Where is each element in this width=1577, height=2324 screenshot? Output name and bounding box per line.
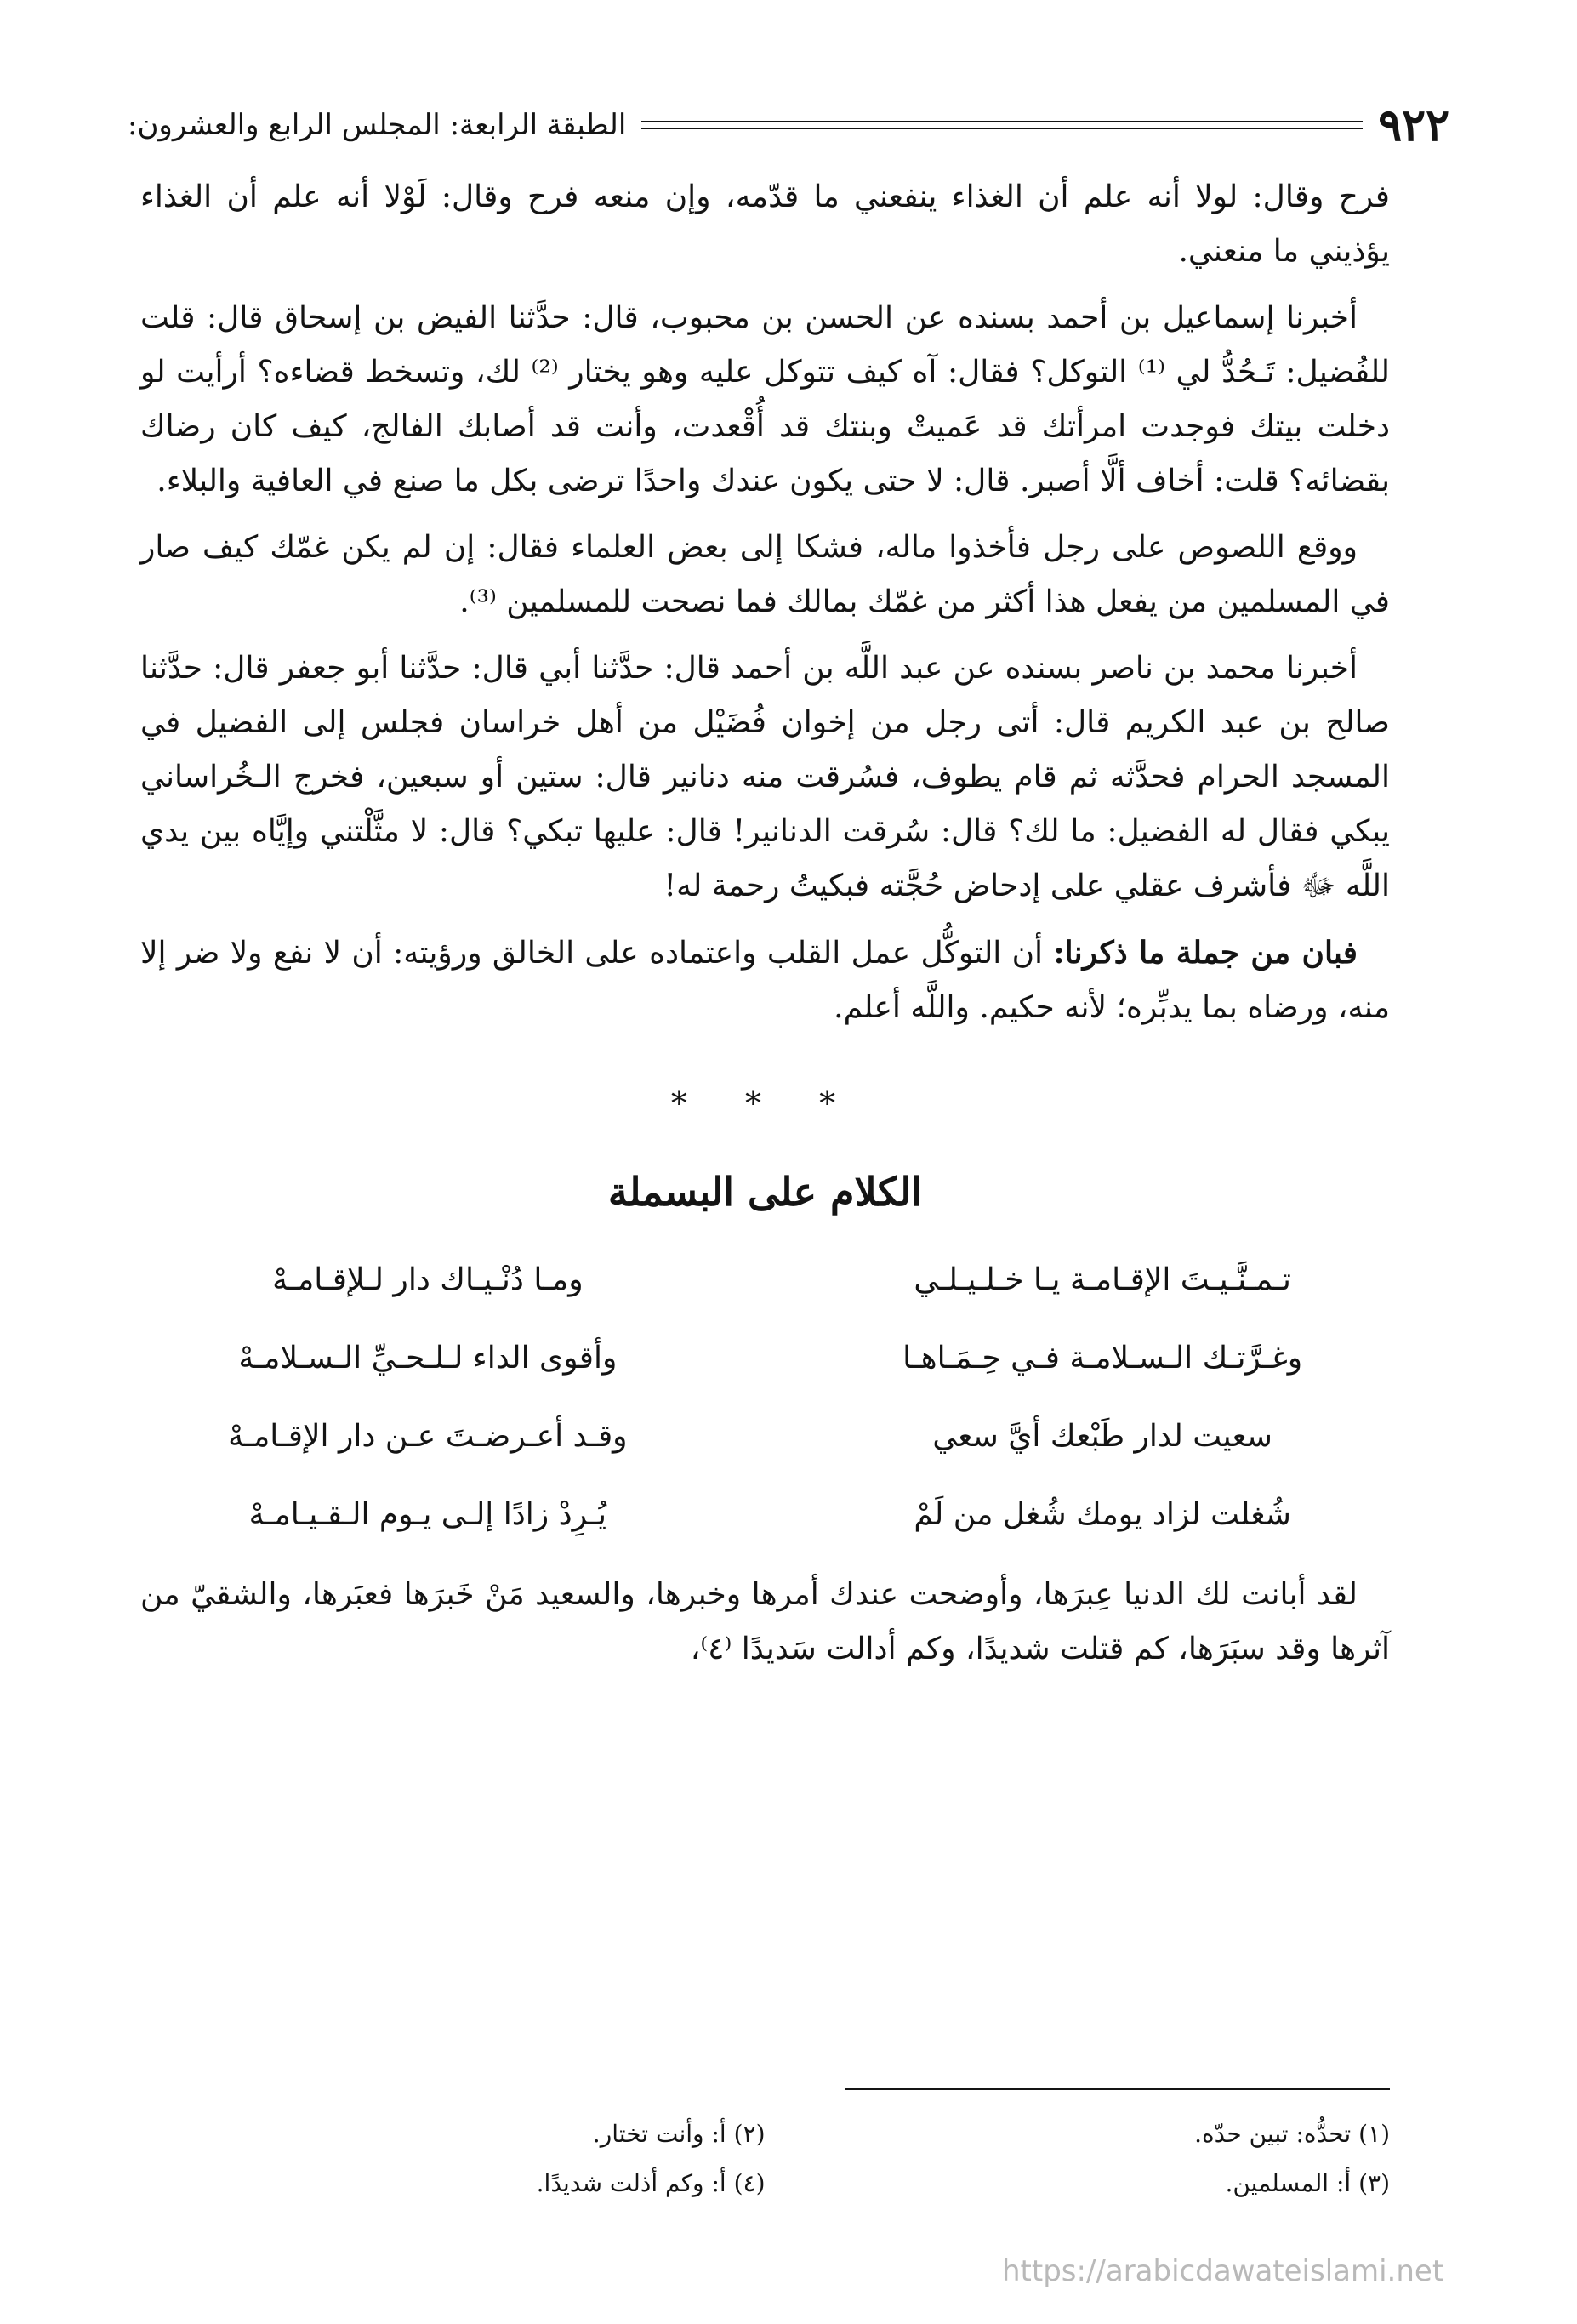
poem-verse xyxy=(140,1476,1390,1554)
conclusion-lead: فبان من جملة ما ذكرنا: xyxy=(1053,935,1358,971)
footnote-number: (٣) xyxy=(1358,2169,1390,2197)
verse-first-hemistich: سعيت لدار طَبْعك أيَّ سعي xyxy=(932,1419,1272,1454)
footnote-text: أ: المسلمين. xyxy=(1225,2169,1352,2197)
verse-second-hemistich: وقـد أعـرضـتَ عـن دار الإقـامـهْ xyxy=(228,1419,628,1454)
poem-verse xyxy=(140,1241,1390,1319)
footnotes xyxy=(140,2110,1390,2208)
footnote-number: (٢) xyxy=(733,2120,766,2148)
paragraph: فرح وقال: لولا أنه علم أن الغذاء ينفعني ما قدّمه، وإن منعه فرح وقال: لَوْلا أنه علم أن الغذاء يؤذيني ما منعني. xyxy=(140,179,1390,269)
section-title: الكلام على البسملة xyxy=(607,1169,923,1215)
verse-first-hemistich: وغـرَّتـك الـسـلامـة فـي حِـمَـاهـا xyxy=(902,1341,1303,1376)
footnote xyxy=(140,2159,766,2208)
main-text xyxy=(140,170,1390,1689)
verse-second-hemistich: ومـا دُنْـيـاك دار لـلإقـامـهْ xyxy=(272,1262,584,1297)
running-title: الطبقة الرابعة: المجلس الرابع والعشرون: xyxy=(128,108,627,142)
page-number: ٩٢٢ xyxy=(1378,99,1449,151)
verse-second-hemistich: وأقوى الداء لـلـحـيِّ الـسـلامـهْ xyxy=(238,1341,618,1376)
footnote-number: (١) xyxy=(1358,2120,1390,2148)
footnote xyxy=(766,2110,1391,2159)
conclusion-text: أن التوكُّل عمل القلب واعتماده على الخالق ورؤيته: أن لا نفع ولا ضر إلا منه، ورضاه بما يدبِّره؛ لأنه حكيم. واللَّه أعلم. xyxy=(140,936,1390,1025)
header-rule xyxy=(641,121,1363,129)
footnote-text: أ: وكم أذلت شديدًا. xyxy=(536,2169,726,2197)
verse-first-hemistich: شُغلت لزاد يومك شُغل من لَمْ xyxy=(914,1497,1291,1532)
footnote xyxy=(140,2110,766,2159)
paragraph: أخبرنا إسماعيل بن أحمد بسنده عن الحسن بن محبوب، قال: حدَّثنا الفيض بن إسحاق قال: قلت للفُضيل: تَـحُدُّ لي ⁽¹⁾ التوكل؟ فقال: آه كيف تتوكل عليه وهو يختار ⁽²⁾ لك، وتسخط قضاءه؟ أرأيت لو دخلت بيتك فوجدت امرأتك قد عَميتْ وبنتك قد أُقْعدت، وأنت قد أصابك الفالج، كيف كان رضاك بقضائه؟ قلت: أخاف ألَّا أصبر. قال: لا حتى يكون عندك واحدًا ترضى بكل ما صنع في العافية والبلاء. xyxy=(140,300,1390,498)
verse-second-hemistich: يُـرِدْ زادًا إلـى يـوم الـقـيـامـهْ xyxy=(248,1497,607,1532)
verse-first-hemistich: تـمـنَّـيـتَ الإقـامـة يـا خـلـيـلـي xyxy=(914,1262,1291,1297)
poem-verse xyxy=(140,1398,1390,1476)
poem-verse xyxy=(140,1319,1390,1398)
page-header xyxy=(128,95,1449,155)
section-separator: * * * xyxy=(670,1085,860,1122)
poem xyxy=(140,1241,1390,1554)
footnote-text: أ: وأنت تختار. xyxy=(592,2120,726,2148)
source-watermark: https://arabicdawateislami.net xyxy=(1002,2254,1444,2288)
conclusion-paragraph xyxy=(140,926,1390,1035)
footnote-row xyxy=(140,2110,1390,2159)
closing-paragraph: لقد أبانت لك الدنيا عِبرَها، وأوضحت عندك أمرها وخبرها، والسعيد مَنْ خَبرَها فعبَرها، والشقيّ من آثرها وقد سبَرَها، كم قتلت شديدًا، وكم أدالت سَديدًا ⁽٤⁾، xyxy=(140,1577,1390,1666)
footnote-rule xyxy=(845,2088,1390,2090)
footnote-text: تحدُّه: تبين حدّه. xyxy=(1194,2120,1352,2148)
footnote xyxy=(766,2159,1391,2208)
footnote-number: (٤) xyxy=(733,2169,766,2197)
footnote-row xyxy=(140,2159,1390,2208)
paragraph: ووقع اللصوص على رجل فأخذوا ماله، فشكا إلى بعض العلماء فقال: إن لم يكن غمّك كيف صار في المسلمين من يفعل هذا أكثر من غمّك بمالك فما نصحت للمسلمين ⁽³⁾. xyxy=(140,530,1390,619)
paragraph: أخبرنا محمد بن ناصر بسنده عن عبد اللَّه بن أحمد قال: حدَّثنا أبي قال: حدَّثنا أبو جعفر قال: حدَّثنا صالح بن عبد الكريم قال: أتى رجل من إخوان فُضَيْل من أهل خراسان فجلس إلى الفضيل في المسجد الحرام فحدَّثه ثم قام يطوف، فسُرقت منه دنانير قال: ستين أو سبعين، فخرج الـخُراساني يبكي فقال له الفضيل: ما لك؟ قال: سُرقت الدنانير! قال: عليها تبكي؟ قال: لا مثَّلْتني وإيَّاه بين يدي اللَّه ﷻ فأشرف عقلي على إدحاض حُجَّته فبكيتُ رحمة له! xyxy=(140,651,1390,903)
